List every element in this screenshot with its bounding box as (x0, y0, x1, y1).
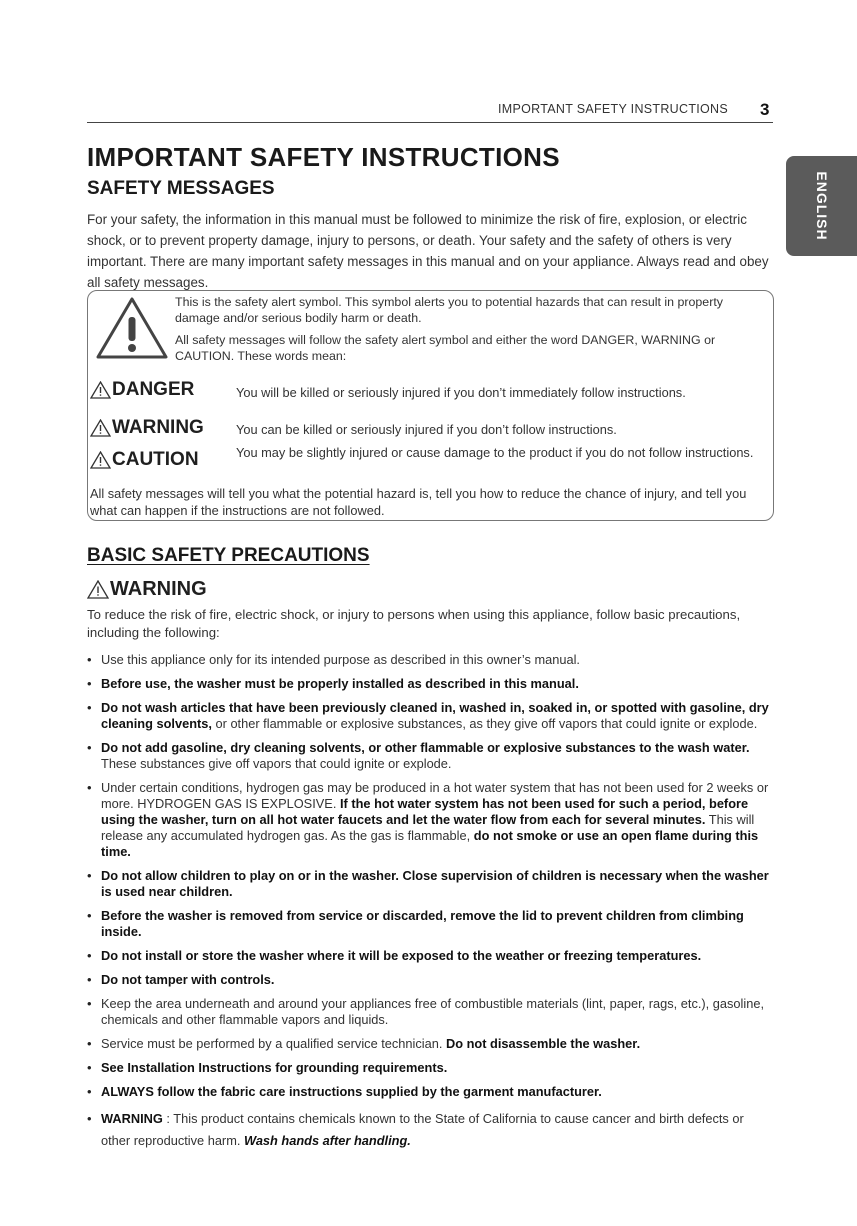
caution-row (88, 447, 773, 481)
safety-box-footer: All safety messages will tell you what the potential hazard is, tell you how to reduce the chance of injury, and tell you what can happen if the instructions are not followed. (90, 486, 747, 518)
precautions-list (87, 652, 773, 1160)
running-header: IMPORTANT SAFETY INSTRUCTIONS (498, 102, 729, 116)
language-tab-label: ENGLISH (813, 171, 830, 241)
list-item: • Keep the area underneath and around your appliances free of combustible materials (lint, paper, rags, etc.), gasoline, chemicals and other flammable vapors and liquids. (87, 996, 773, 1028)
danger-text: You will be killed or seriously injured if you don’t immediately follow instructions. (236, 385, 686, 400)
danger-label: DANGER (112, 379, 195, 400)
page-number: 3 (760, 100, 770, 119)
warning-triangle-icon (90, 451, 111, 469)
language-tab (786, 156, 857, 256)
list-item: • Use this appliance only for its intended purpose as described in this owner’s manual. (87, 652, 773, 668)
list-item: • Do not add gasoline, dry cleaning solvents, or other flammable or explosive substances to the wash water. These substances give off vapors that could ignite or explode. (87, 740, 773, 772)
list-item: • Do not allow children to play on or in the washer. Close supervision of children is necessary when the washer is used near children. (87, 868, 773, 900)
list-item: • Before use, the washer must be properly installed as described in this manual. (87, 676, 773, 692)
list-item: • See Installation Instructions for grounding requirements. (87, 1060, 773, 1076)
danger-row (88, 379, 773, 413)
warning-triangle-icon (90, 419, 111, 437)
danger-word (90, 379, 194, 401)
safety-message-box (87, 290, 774, 521)
basic-precautions-heading: BASIC SAFETY PRECAUTIONS (87, 545, 370, 566)
warning-triangle-icon (87, 580, 109, 599)
caution-word (90, 449, 199, 471)
warning-label: WARNING (112, 417, 204, 438)
signal-word-text: All safety messages will follow the safety alert symbol and either the word DANGER, WARNING or CAUTION. These words mean: (175, 333, 716, 363)
list-item: • Do not install or store the washer where it will be exposed to the weather or freezing temperatures. (87, 948, 773, 964)
header-divider (87, 122, 773, 123)
safety-symbol-text: This is the safety alert symbol. This symbol alerts you to potential hazards that can result in property damage and/or serious bodily harm or death. (175, 295, 723, 325)
list-item: • Do not wash articles that have been previously cleaned in, washed in, soaked in, or spotted with gasoline, dry cleaning solvents, or other flammable or explosive substances, as they give off vapors that could ignite or explode. (87, 700, 773, 732)
basic-warning-label: WARNING (110, 578, 207, 600)
caution-text: You may be slightly injured or cause damage to the product if you do not follow instructions. (236, 445, 754, 460)
safety-messages-heading: SAFETY MESSAGES (87, 178, 275, 199)
basic-warning-intro: To reduce the risk of fire, electric shock, or injury to persons when using this appliance, follow basic precautions, including the following: (87, 607, 741, 640)
warning-triangle-icon (90, 381, 111, 399)
basic-warning-heading (87, 578, 207, 601)
safety-alert-icon (94, 295, 170, 361)
list-item: • Service must be performed by a qualified service technician. Do not disassemble the washer. (87, 1036, 773, 1052)
warning-text: You can be killed or seriously injured if you don’t follow instructions. (236, 422, 617, 437)
list-item: • Before the washer is removed from service or discarded, remove the lid to prevent children from climbing inside. (87, 908, 773, 940)
list-item: • Under certain conditions, hydrogen gas may be produced in a hot water system that has not been used for 2 weeks or more. HYDROGEN GAS IS EXPLOSIVE. If the hot water system has not been used for such a period, before using the washer, turn on all hot water faucets and let the water flow from each for several minutes. This will release any accumulated hydrogen gas. As the gas is flammable, do not smoke or use an open flame during this time. (87, 780, 773, 860)
caution-label: CAUTION (112, 449, 199, 470)
page-title: IMPORTANT SAFETY INSTRUCTIONS (87, 142, 560, 172)
safety-intro: For your safety, the information in this manual must be followed to minimize the risk of fire, explosion, or electric shock, or to prevent property damage, injury to persons, or death. Your safety and the safety of others is very important. There are many important safety messages in this manual and on your appliance. Always read and obey all safety messages. (87, 212, 769, 290)
warning-word (90, 417, 204, 439)
list-item: • ALWAYS follow the fabric care instructions supplied by the garment manufacturer. (87, 1084, 773, 1100)
list-item: • WARNING : This product contains chemicals known to the State of California to cause cancer and birth defects or other reproductive harm. Wash hands after handling. (87, 1108, 773, 1152)
list-item: • Do not tamper with controls. (87, 972, 773, 988)
